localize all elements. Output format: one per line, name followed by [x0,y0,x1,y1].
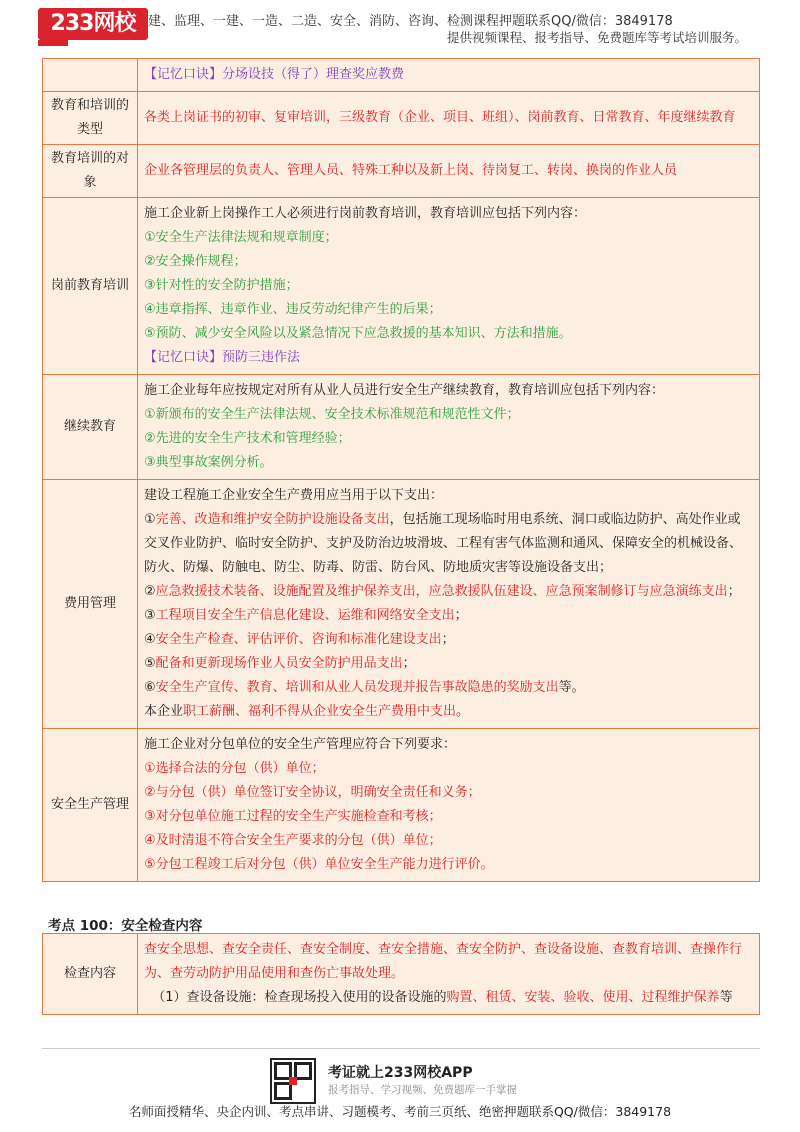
table-row [43,480,760,729]
text-segment: 购置、租赁、安装、验收、使用、过程维护保养 [446,990,720,1005]
content-line: ①新颁布的安全生产法律法规、安全技术标准规范和规范性文件； [144,407,520,422]
content-line: ②安全操作规程； [144,254,247,269]
text-segment: ④ [144,632,156,647]
content-table [42,58,760,882]
content-line: ①安全生产法律法规和规章制度； [144,230,338,245]
content-line: 【记忆口诀】分场设技（得了）理查奖应教费 [144,67,405,82]
content-line: ④及时清退不符合安全生产要求的分包（供）单位； [144,833,442,848]
content-line [144,700,753,724]
text-segment: ⑤ [144,656,156,671]
section-title: 考点 100：安全检查内容 [48,918,203,934]
content-line [144,676,753,700]
row-content [138,375,760,480]
content-line [144,508,753,580]
header-line-1: 建、监理、一建、一造、二造、安全、消防、咨询、检测课程押题联系QQ/微信：3849178 [148,14,673,29]
row-content [138,729,760,882]
text-segment: ① [144,512,156,527]
content-line: ⑤分包工程竣工后对分包（供）单位安全生产能力进行评价。 [144,857,494,872]
text-segment: 完善、改造和维护安全防护设施设备支出 [155,512,390,527]
content-line: 施工企业每年应按规定对所有从业人员进行安全生产继续教育，教育培训应包括下列内容： [144,383,665,398]
content-line [144,604,753,628]
content-line: ③针对性的安全防护措施； [144,278,299,293]
content-line: 企业各管理层的负责人、管理人员、特殊工种以及新上岗、待岗复工、转岗、换岗的作业人员 [144,163,678,178]
table-row [43,934,760,1015]
row-label: 费用管理 [43,480,138,729]
text-segment: 职工薪酬、福利不得从企业安全生产费用中支出 [183,704,457,719]
table-row [43,729,760,882]
content-line: 建设工程施工企业安全生产费用应当用于以下支出： [144,488,444,503]
text-segment: ； [441,632,455,647]
content-line [144,580,753,604]
footer-title: 考证就上233网校APP [328,1065,473,1081]
footer-contact: 名师面授精华、央企内训、考点串讲、习题模考、考前三页纸、绝密押题联系QQ/微信：3849178 [128,1104,672,1119]
footer-subtitle: 报考指导、学习视频、免费题库一手掌握 [328,1084,517,1096]
text-segment: （1）查设备设施：检查现场投入使用的设备设施的 [152,990,447,1005]
content-line: ②与分包（供）单位签订安全协议，明确安全责任和义务； [144,785,481,800]
content-line [144,986,753,1010]
text-segment: ，包括施工现场临时用电系统、洞口或临边防护、高处作业或交叉作业防护、临时安全防护、支护及防治边坡滑坡、工程有害气体监测和通风、保障安全的机械设备、防火、防爆、防触电、防尘、防毒、防雷、防台风、防地质灾害等设施设备支出； [144,512,743,575]
text-segment: ③ [144,608,156,623]
text-segment: ； [727,584,741,599]
content-line: ②先进的安全生产技术和管理经验； [144,431,351,446]
content-line: 查安全思想、查安全责任、查安全制度、查安全措施、查安全防护、查设备设施、查教育培训、查操作行为、查劳动防护用品使用和查伤亡事故处理。 [144,942,743,981]
table-row [43,92,760,145]
brand-logo: 233网校 [38,8,148,40]
content-line: 【记忆口诀】预防三违作法 [144,350,301,365]
row-content [138,198,760,375]
text-segment: ⑥ [144,680,156,695]
row-label: 教育培训的对象 [43,145,138,198]
text-segment: 本企业 [144,704,184,719]
content-line: ⑤预防、减少安全风险以及紧急情况下应急救援的基本知识、方法和措施。 [144,326,572,341]
text-segment: ； [454,608,468,623]
row-content [138,92,760,145]
text-segment: 。 [456,704,470,719]
check-content-table [42,933,760,1015]
row-content [138,934,760,1015]
qr-code-icon [270,1058,316,1104]
table-row [43,59,760,92]
table-row [43,375,760,480]
row-label: 检查内容 [43,934,138,1015]
text-segment: 安全生产宣传、教育、培训和从业人员发现并报告事故隐患的奖励支出 [155,680,559,695]
text-segment: 安全生产检查、评估评价、咨询和标准化建设支出 [155,632,442,647]
text-segment: 工程项目安全生产信息化建设、运维和网络安全支出 [155,608,455,623]
page-header [0,0,800,50]
footer-divider [42,1048,760,1049]
content-line: 施工企业对分包单位的安全生产管理应符合下列要求： [144,737,457,752]
content-line: 施工企业新上岗操作工人必须进行岗前教育培训，教育培训应包括下列内容： [144,206,587,221]
text-segment: 应急救援技术装备、设施配置及维护保养支出，应急救援队伍建设、应急预案制修订与应急演练支出 [155,584,728,599]
content-line: 各类上岗证书的初审、复审培训，三级教育（企业、项目、班组）、岗前教育、日常教育、年度继续教育 [144,110,736,125]
header-line-2: 提供视频课程、报考指导、免费题库等考试培训服务。 [447,30,748,45]
content-line [144,628,753,652]
row-content [138,480,760,729]
table-row [43,198,760,375]
text-segment: 等。 [558,680,585,695]
text-segment: 配备和更新现场作业人员安全防护用品支出 [155,656,403,671]
row-content [138,145,760,198]
row-label: 继续教育 [43,375,138,480]
text-segment: ② [144,584,156,599]
row-label: 安全生产管理 [43,729,138,882]
row-content [138,59,760,92]
text-segment: ； [402,656,416,671]
content-line: ③典型事故案例分析。 [144,455,273,470]
content-line: ③对分包单位施工过程的安全生产实施检查和考核； [144,809,442,824]
table-row [43,145,760,198]
row-label: 教育和培训的类型 [43,92,138,145]
logo-accent [38,40,68,46]
row-label: 岗前教育培训 [43,198,138,375]
content-line [144,652,753,676]
content-line: ④违章指挥、违章作业、违反劳动纪律产生的后果； [144,302,442,317]
row-label [43,59,138,92]
text-segment: 等 [719,990,733,1005]
content-line: ①选择合法的分包（供）单位； [144,761,325,776]
